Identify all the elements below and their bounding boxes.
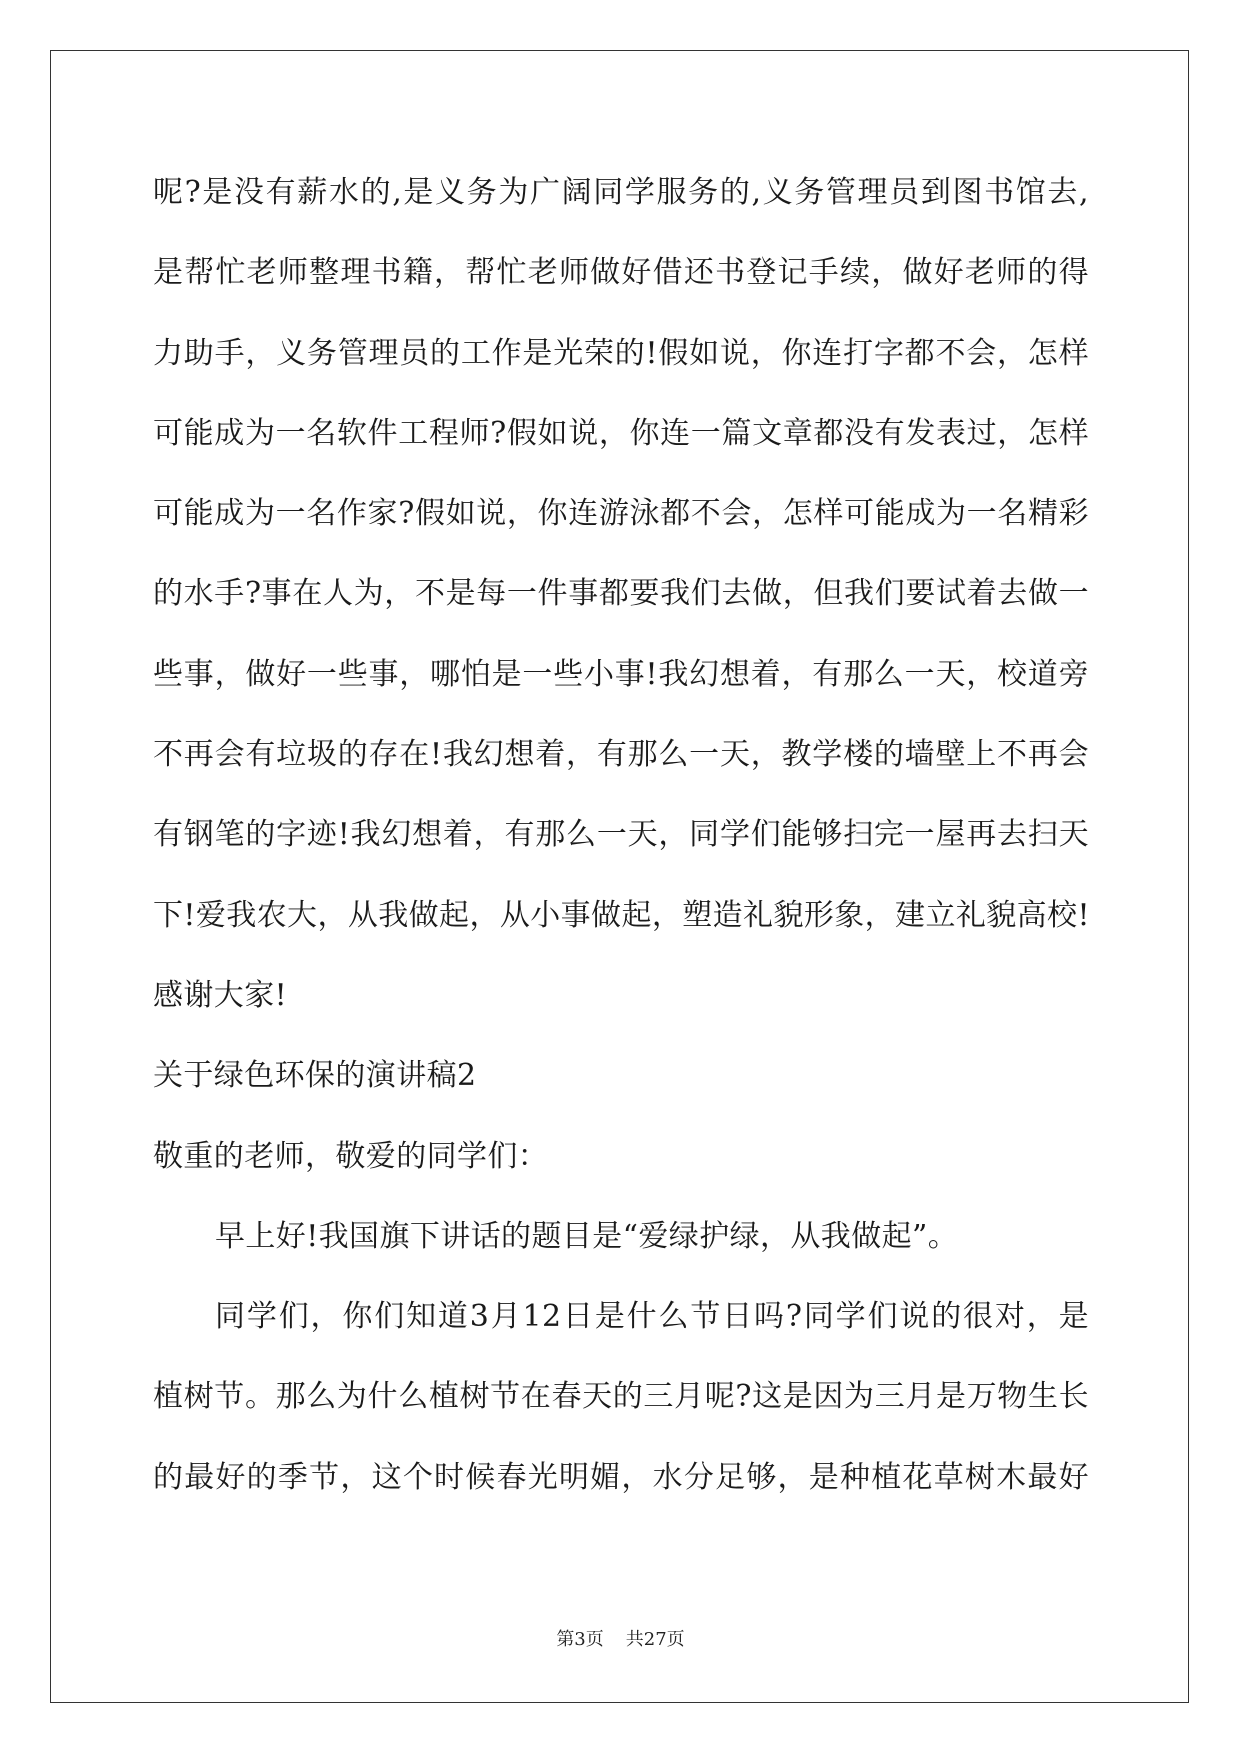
page-number: 第3页	[556, 1629, 604, 1650]
page-footer	[0, 1628, 1241, 1652]
section-heading: 关于绿色环保的演讲稿2	[153, 1058, 477, 1094]
text-line: 是帮忙老师整理书籍，帮忙老师做好借还书登记手续，做好老师的得	[153, 255, 1089, 291]
text-line: 可能成为一名作家?假如说，你连游泳都不会，怎样可能成为一名精彩	[153, 496, 1089, 532]
document-body	[153, 163, 1089, 1528]
text-line: 植树节。那么为什么植树节在春天的三月呢?这是因为三月是万物生长	[153, 1379, 1089, 1415]
salutation: 敬重的老师，敬爱的同学们：	[153, 1138, 549, 1174]
text-line: 有钢笔的字迹!我幻想着，有那么一天，同学们能够扫完一屋再去扫天	[153, 817, 1089, 853]
text-line: 的最好的季节，这个时候春光明媚，水分足够，是种植花草树木最好	[153, 1459, 1089, 1495]
text-line: 不再会有垃圾的存在!我幻想着，有那么一天，教学楼的墙壁上不再会	[153, 737, 1089, 773]
text-line: 下!爱我农大，从我做起，从小事做起，塑造礼貌形象，建立礼貌高校!	[153, 897, 1090, 933]
text-line: 感谢大家!	[153, 977, 288, 1013]
page-total: 共27页	[625, 1629, 685, 1650]
text-line: 早上好!我国旗下讲话的题目是“爱绿护绿，从我做起”。	[215, 1218, 959, 1254]
text-line: 的水手?事在人为，不是每一件事都要我们去做，但我们要试着去做一	[153, 576, 1089, 612]
text-line: 些事，做好一些事，哪怕是一些小事!我幻想着，有那么一天，校道旁	[153, 656, 1089, 692]
text-line: 可能成为一名软件工程师?假如说，你连一篇文章都没有发表过，怎样	[153, 415, 1089, 451]
text-line: 力助手，义务管理员的工作是光荣的!假如说，你连打字都不会，怎样	[153, 335, 1089, 371]
text-line: 同学们，你们知道3月12日是什么节日吗?同学们说的很对，是	[215, 1299, 1089, 1335]
text-line: 呢?是没有薪水的,是义务为广阔同学服务的,义务管理员到图书馆去,	[153, 175, 1089, 210]
